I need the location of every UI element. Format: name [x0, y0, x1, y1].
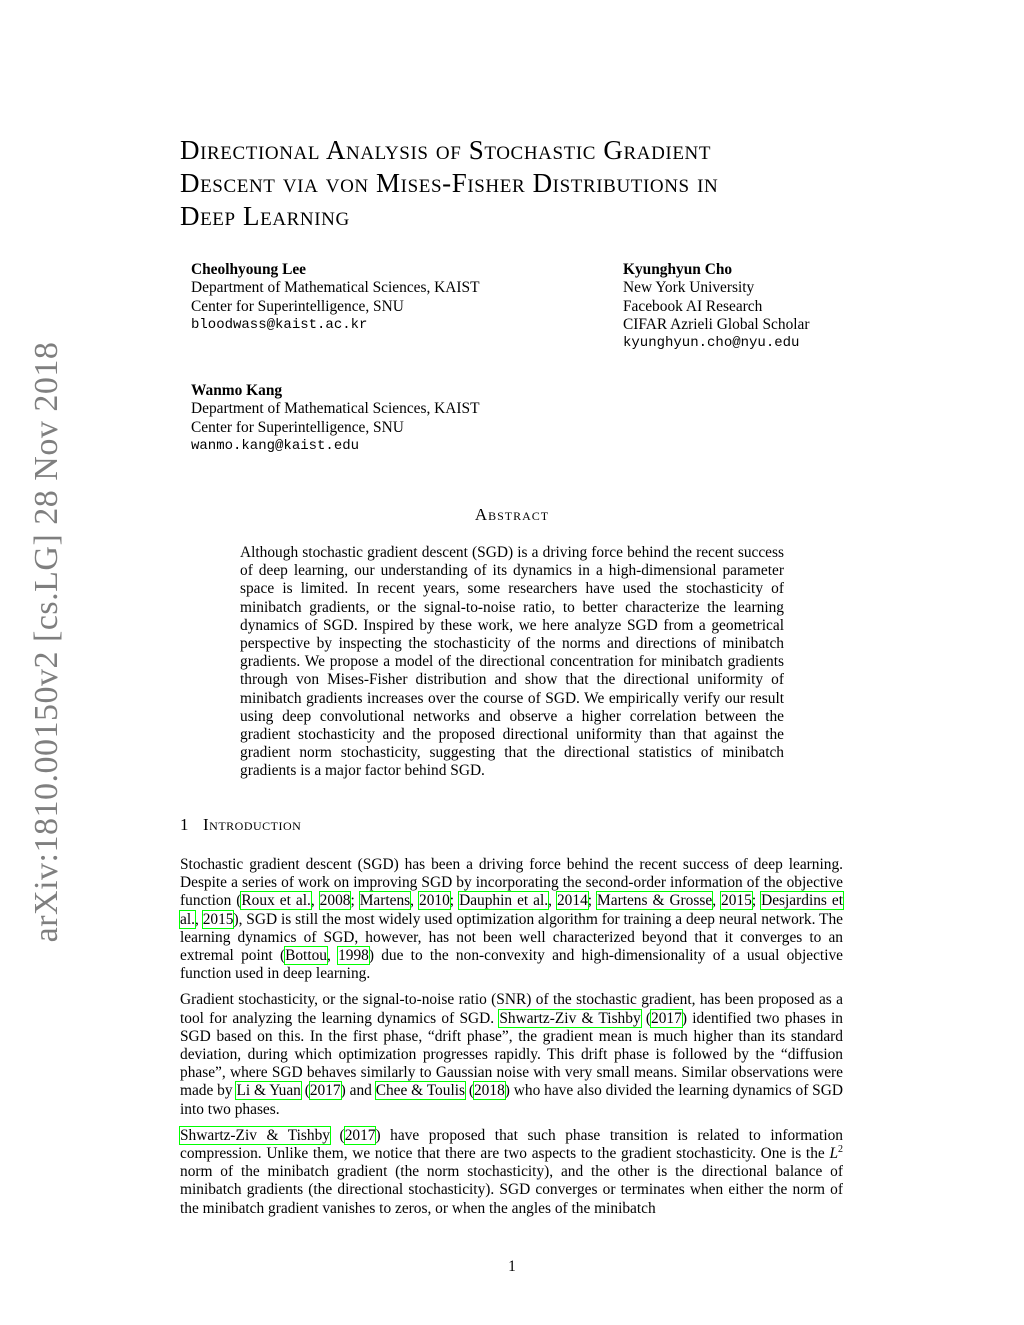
arxiv-identifier-text: arXiv:1810.00150v2 [cs.LG] 28 Nov 2018 [28, 341, 65, 943]
page-number: 1 [508, 1258, 516, 1275]
abstract-text: Although stochastic gradient descent (SGD) is a driving force behind the recent success of deep learning, our understanding of its dynamics in a high-dimensional parameter space is limited. In recent years, some researchers have used the stochasticity of minibatch gradients, or the signal-to-noise ratio, to better characterize the learning dynamics of SGD. Inspired by these work, we here analyze SGD from a geometrical perspective by inspecting the stochasticity of the norms and directions of minibatch gradients. We propose a model of the directional concentration for minibatch gradients through von Mises-Fisher distribution and show that the directional uniformity of minibatch gradients increases over the course of SGD. We empirically verify our result using deep convolutional networks and observe a higher correlation between the gradient stochasticity and the proposed directional uniformity than that against the gradient norm stochasticity, suggesting that the directional statistics of minibatch gradients is a major factor behind SGD. [240, 544, 784, 780]
introduction-body [180, 856, 843, 1226]
citation-link[interactable]: Li & Yuan [236, 1082, 301, 1100]
citation-link[interactable]: Desjardins et al. [180, 892, 844, 928]
section-title: Introduction [203, 815, 302, 834]
author-name: Kyunghyun Cho [623, 261, 733, 278]
citation-link[interactable]: 2015 [202, 910, 234, 928]
author-email[interactable]: wanmo.kang@kaist.edu [191, 437, 360, 454]
citation-link[interactable]: 2010 [419, 892, 450, 910]
citation-link[interactable]: Martens [359, 892, 411, 910]
citation-link[interactable]: 2014 [556, 892, 588, 910]
title-line: Deep Learning [180, 201, 350, 231]
citation-link[interactable]: 2017 [651, 1009, 682, 1027]
title-line: Descent via von Mises-Fisher Distributions in [180, 168, 719, 198]
author-email[interactable]: bloodwass@kaist.ac.kr [191, 316, 368, 333]
citation-link[interactable]: 2015 [721, 892, 752, 910]
math-superscript: 2 [838, 1143, 843, 1155]
citation-link[interactable]: Shwartz-Ziv & Tishby [499, 1009, 641, 1027]
citation-link[interactable]: Dauphin et al. [459, 892, 549, 910]
author-affiliation: CIFAR Azrieli Global Scholar [623, 315, 810, 333]
citation-link[interactable]: 2017 [344, 1126, 376, 1144]
author-affiliation: Center for Superintelligence, SNU [191, 418, 404, 436]
citation-link[interactable]: Shwartz-Ziv & Tishby [180, 1126, 330, 1144]
paragraph: Shwartz-Ziv & Tishby (2017) have proposed that such phase transition is related to information compression. Unlike them, we notice that there are two aspects to the gradient stochasticity. One is the $L^2$ norm of the minibatch gradient (the norm stochasticity), and the other is the directional balance of minibatch gradients (the directional stochasticity). SGD converges or terminates when either the norm of the minibatch gradient vanishes to zeros, or when the angles of the minibatch [180, 1126, 844, 1217]
text-run: and [345, 1082, 376, 1100]
section-number: 1 [180, 815, 189, 834]
text-run: Gradient stochasticity, or the signal-to-noise ratio (SNR) of the stochastic gradient, has been proposed as a tool for analyzing the learning dynamics of SGD. [180, 991, 843, 1027]
text-run: ) due to the non-convexity and high-dimensionality of a usual objective function used in deep learning. [180, 947, 843, 983]
citation-link[interactable]: Chee & Toulis [375, 1082, 465, 1100]
text-run: have proposed that such phase transition is related to information compression. Unlike them, we notice that there are two aspects to the gradient stochasticity. One is the [180, 1126, 844, 1163]
author-affiliation: Center for Superintelligence, SNU [191, 297, 404, 315]
text-run: who have also divided the learning dynamics of SGD into two phases. [180, 1082, 843, 1118]
author-affiliation: New York University [623, 279, 755, 297]
paragraph: Stochastic gradient descent (SGD) has been a driving force behind the recent success of deep learning. Despite a series of work on improving SGD by incorporating the second-order information of the objective function (Roux et al., 2008; Martens, 2010; Dauphin et al., 2014; Martens & Grosse, 2015; Desjardins et al., 2015), SGD is still the most widely used optimization algorithm for training a deep neural network. The learning dynamics of SGD, however, has not been well characterized beyond that it converges to an extremal point (Bottou, 1998) due to the non-convexity and high-dimensionality of a usual objective function used in deep learning. [180, 856, 844, 983]
author-affiliation: Department of Mathematical Sciences, KAIST [191, 279, 480, 297]
citation-link[interactable]: Martens & Grosse [597, 892, 713, 910]
author-affiliation: Facebook AI Research [623, 297, 763, 315]
author-block [191, 382, 479, 455]
author-name: Wanmo Kang [191, 382, 283, 399]
title-line: Directional Analysis of Stochastic Gradient [180, 135, 712, 165]
math-symbol: L [829, 1145, 838, 1163]
citation-link[interactable]: Roux et al. [241, 892, 311, 910]
abstract-heading: Abstract [474, 505, 550, 524]
citation-link[interactable]: 2008 [319, 892, 351, 910]
text-run: identified two phases in SGD based on this. In the first phase, “drift phase”, the gradient mean is much higher than its standard deviation, during which optimization progresses rapidly. This drift phase is followed by the “diffusion phase”, where SGD behaves similarly to Gaussian noise with very small means. Similar observations were made by [180, 1009, 843, 1100]
section-heading [180, 815, 301, 835]
text-run: norm of the minibatch gradient (the norm stochasticity), and the other is the directional balance of minibatch gradients (the directional stochasticity). SGD converges or terminates when either the norm of the minibatch gradient vanishes to zeros, or when the angles of the minibatch [180, 1163, 843, 1217]
author-email[interactable]: kyunghyun.cho@nyu.edu [623, 335, 800, 352]
author-block [623, 261, 810, 352]
arxiv-identifier [22, 0, 72, 1325]
citation-link[interactable]: 2017 [309, 1082, 341, 1100]
author-affiliation: Department of Mathematical Sciences, KAIST [191, 400, 480, 418]
paragraph: Gradient stochasticity, or the signal-to-noise ratio (SNR) of the stochastic gradient, has been proposed as a tool for analyzing the learning dynamics of SGD. Shwartz-Ziv & Tishby (2017) identified two phases in SGD based on this. In the first phase, “drift phase”, the gradient mean is much higher than its standard deviation, during which optimization progresses rapidly. This drift phase is followed by the “diffusion phase”, where SGD behaves similarly to Gaussian noise with very small means. Similar observations were made by Li & Yuan (2017) and Chee & Toulis (2018) who have also divided the learning dynamics of SGD into two phases. [180, 991, 843, 1118]
citation-link[interactable]: 1998 [338, 947, 369, 965]
text-run: ), SGD is still the most widely used optimization algorithm for training a deep neural network. The learning dynamics of SGD, however, has not been well characterized beyond that it converges to an extremal point ( [180, 910, 843, 965]
paper-title [180, 134, 860, 233]
text-run: Stochastic gradient descent (SGD) has been a driving force behind the recent success of deep learning. Despite a series of work on improving SGD by incorporating the second-order information of the objective function ( [180, 856, 843, 910]
citation-link[interactable]: Bottou [285, 947, 327, 965]
citation-link[interactable]: 2018 [473, 1082, 505, 1100]
author-block [191, 261, 479, 334]
author-name: Cheolhyoung Lee [191, 261, 307, 278]
